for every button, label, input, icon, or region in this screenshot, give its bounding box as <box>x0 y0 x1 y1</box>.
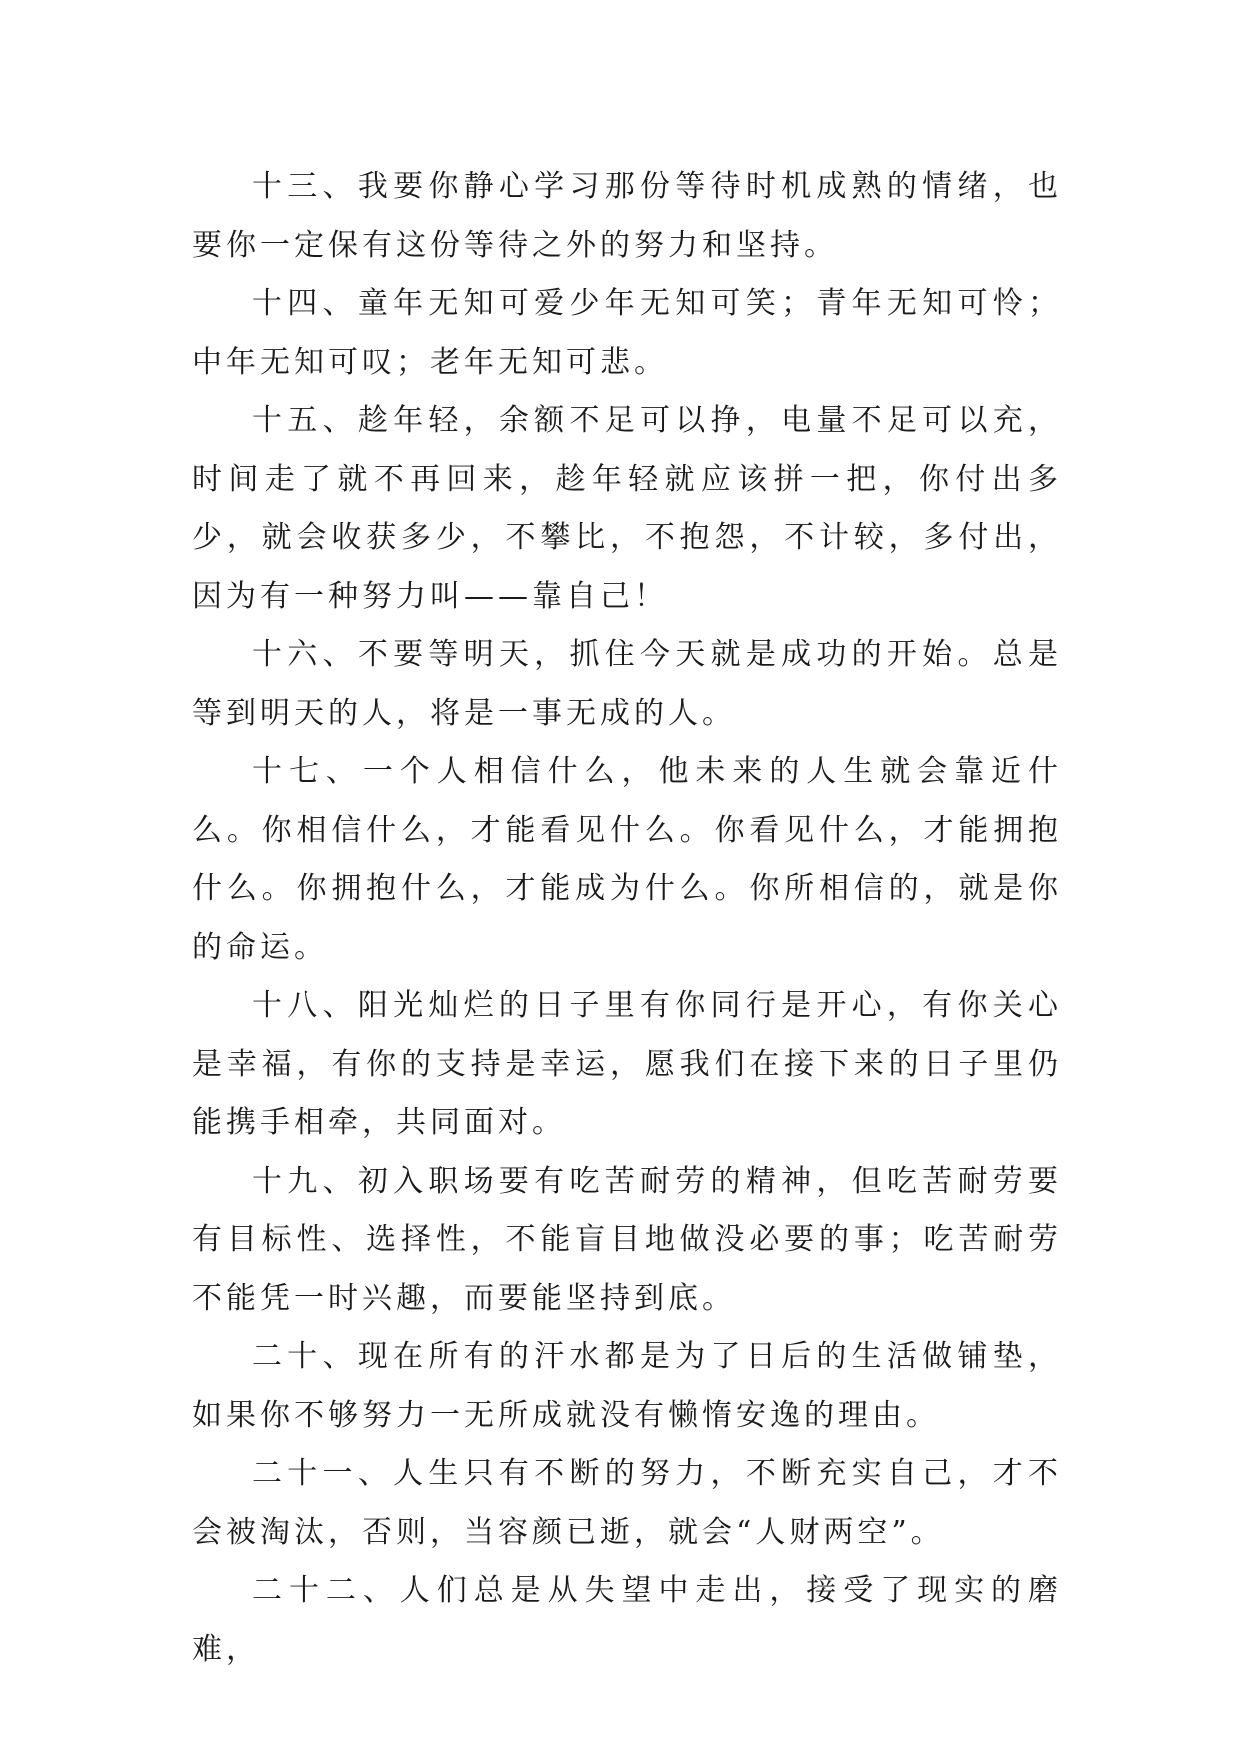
paragraph-14: 十四、童年无知可爱少年无知可笑；青年无知可怜；中年无知可叹；老年无知可悲。 <box>192 286 1062 380</box>
paragraph-18: 十八、阳光灿烂的日子里有你同行是开心，有你关心是幸福，有你的支持是幸运，愿我们在接下来的日子里仍能携手相牵，共同面对。 <box>192 988 1062 1140</box>
paragraph-17: 十七、一个人相信什么，他未来的人生就会靠近什么。你相信什么，才能看见什么。你看见什么，才能拥抱什么。你拥抱什么，才能成为什么。你所相信的，就是你的命运。 <box>192 754 1062 965</box>
paragraph-21: 二十一、人生只有不断的努力，不断充实自己，才不会被淘汰，否则，当容颜已逝，就会“人财两空”。 <box>192 1456 1062 1550</box>
paragraph-15: 十五、趁年轻，余额不足可以挣，电量不足可以充，时间走了就不再回来，趁年轻就应该拼一把，你付出多少，就会收获多少，不攀比，不抱怨，不计较，多付出，因为有一种努力叫——靠自己！ <box>192 403 1062 614</box>
document-body <box>192 158 1062 1679</box>
paragraph-22: 二十二、人们总是从失望中走出，接受了现实的磨难， <box>192 1573 1062 1667</box>
paragraph-16: 十六、不要等明天，抓住今天就是成功的开始。总是等到明天的人，将是一事无成的人。 <box>192 637 1062 731</box>
paragraph-19: 十九、初入职场要有吃苦耐劳的精神，但吃苦耐劳要有目标性、选择性，不能盲目地做没必要的事；吃苦耐劳不能凭一时兴趣，而要能坚持到底。 <box>192 1163 1062 1316</box>
paragraph-13: 十三、我要你静心学习那份等待时机成熟的情绪，也要你一定保有这份等待之外的努力和坚持。 <box>192 169 1062 263</box>
paragraph-20: 二十、现在所有的汗水都是为了日后的生活做铺垫，如果你不够努力一无所成就没有懒惰安逸的理由。 <box>192 1339 1062 1433</box>
